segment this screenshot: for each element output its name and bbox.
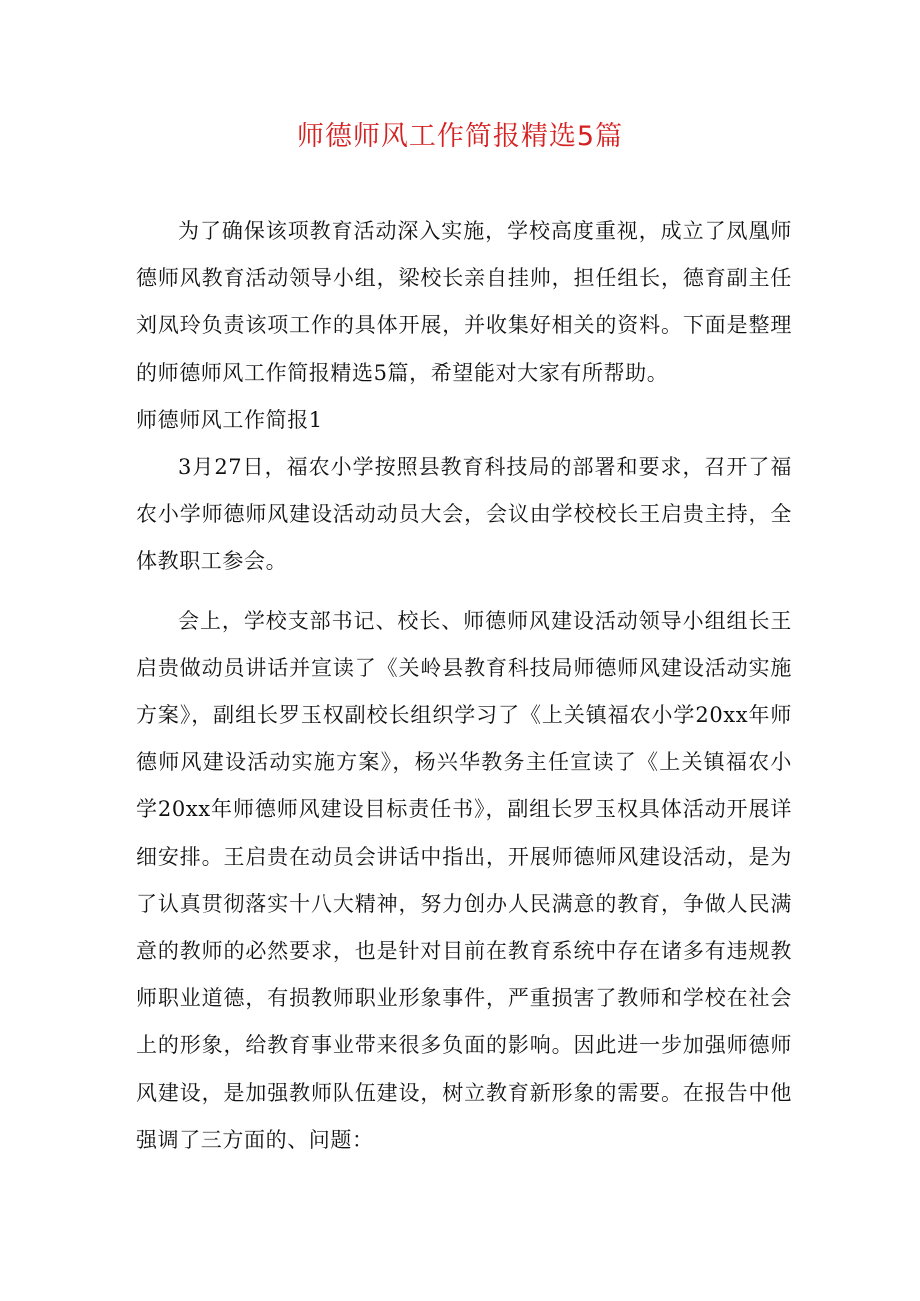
section-heading: 师德师风工作简报1: [136, 407, 323, 432]
body-paragraph-2: 会上，学校支部书记、校长、师德师风建设活动领导小组组长王启贵做动员讲话并宣读了《关岭县教育科技局师德师风建设活动实施方案》，副组长罗玉权副校长组织学习了《上关镇福农小学20xx年师德师风建设活动实施方案》，杨兴华教务主任宣读了《上关镇福农小学20xx年师德师风建设目标责任书》，副组长罗玉权具体活动开展详细安排。王启贵在动员会讲话中指出，开展师德师风建设活动，是为了认真贯彻落实十八大精神，努力创办人民满意的教育，争做人民满意的教师的必然要求，也是针对目前在教育系统中存在诸多有违规教师职业道德，有损教师职业形象事件，严重损害了教师和学校在社会上的形象，给教育事业带来很多负面的影响。因此进一步加强师德师风建设，是加强教师队伍建设，树立教育新形象的需要。在报告中他强调了三方面的、问题：: [136, 608, 792, 1152]
intro-paragraph: 为了确保该项教育活动深入实施，学校高度重视，成立了凤凰师德师风教育活动领导小组，梁校长亲自挂帅，担任组长，德育副主任刘凤玲负责该项工作的具体开展，并收集好相关的资料。下面是整理的师德师风工作简报精选5篇，希望能对大家有所帮助。: [136, 219, 792, 385]
document-title: 师德师风工作简报精选5篇: [296, 121, 624, 152]
body-paragraph-1: 3月27日，福农小学按照县教育科技局的部署和要求，召开了福农小学师德师风建设活动动员大会，会议由学校校长王启贵主持，全体教职工参会。: [136, 455, 792, 574]
document-body: [136, 208, 792, 1164]
